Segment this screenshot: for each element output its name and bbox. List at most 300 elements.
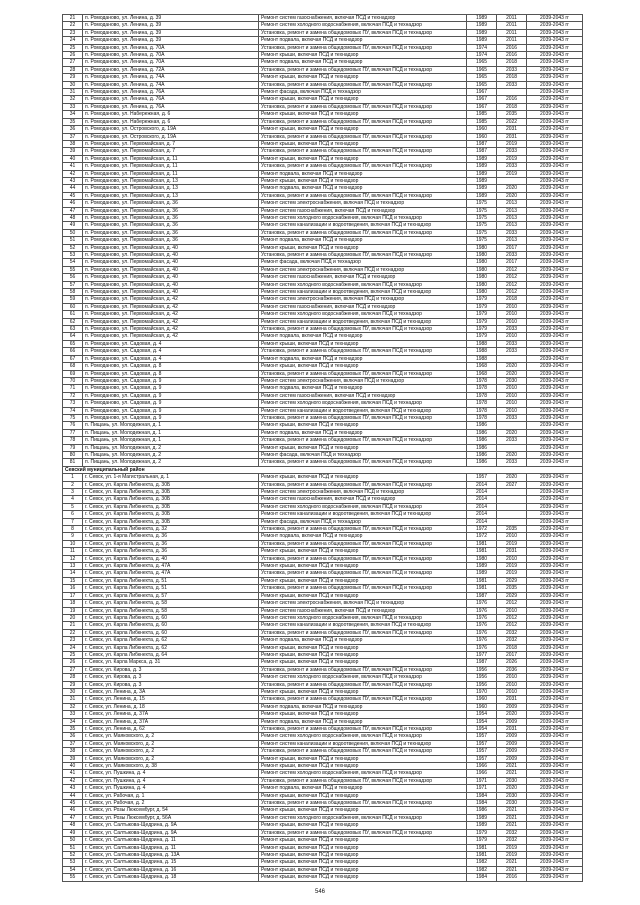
work-type-cell: Установка, ремонт и замена общедомовых ПУ, включая ПСД и технадзор: [259, 118, 467, 125]
build-year-cell: 1960: [467, 126, 497, 133]
last-repair-year-cell: 2020: [497, 474, 527, 481]
work-type-cell: Ремонт крыши, включая ПСД и технадзор: [259, 755, 467, 762]
planned-period-cell: 2039-2043 гг: [527, 770, 583, 777]
address-cell: п. Ромоданово, ул. Первомайская, д. 36: [83, 237, 259, 244]
table-row: [63, 503, 583, 510]
last-repair-year-cell: 2011: [497, 29, 527, 36]
table-row: [63, 148, 583, 155]
last-repair-year-cell: [497, 511, 527, 518]
table-row: [63, 785, 583, 792]
address-cell: п. Ромоданово, ул. Первомайская, д. 13: [83, 177, 259, 184]
table-row: [63, 44, 583, 51]
planned-period-cell: 2039-2043 гг: [527, 740, 583, 747]
work-type-cell: Ремонт подвала, включая ПСД и технадзор: [259, 785, 467, 792]
planned-period-cell: 2039-2043 гг: [527, 814, 583, 821]
address-cell: п. Ромоданово, ул. Островского, д. 19А: [83, 126, 259, 133]
table-row: [63, 333, 583, 340]
work-type-cell: Ремонт крыши, включая ПСД и технадзор: [259, 155, 467, 162]
work-type-cell: Ремонт подвала, включая ПСД и технадзор: [259, 533, 467, 540]
address-cell: г. Севск, ул. Салтыкова-Щедрина, д. 9А: [83, 822, 259, 829]
last-repair-year-cell: 2016: [497, 44, 527, 51]
build-year-cell: 2014: [467, 496, 497, 503]
row-number: 13: [63, 563, 83, 570]
last-repair-year-cell: 2033: [497, 348, 527, 355]
build-year-cell: 1975: [467, 207, 497, 214]
work-type-cell: Ремонт фасада, включая ПСД и технадзор: [259, 451, 467, 458]
build-year-cell: 1954: [467, 726, 497, 733]
planned-period-cell: 2039-2043 гг: [527, 429, 583, 436]
planned-period-cell: 2039-2043 гг: [527, 763, 583, 770]
work-type-cell: Установка, ремонт и замена общедомовых ПУ, включая ПСД и технадзор: [259, 481, 467, 488]
address-cell: г. Севск, ул. Салтыкова-Щедрина, д. 16: [83, 866, 259, 873]
work-type-cell: Ремонт подвала, включая ПСД и технадзор: [259, 185, 467, 192]
table-row: [63, 222, 583, 229]
address-cell: п. Ромоданово, ул. Первомайская, д. 13: [83, 192, 259, 199]
build-year-cell: 1974: [467, 52, 497, 59]
work-type-cell: Ремонт крыши, включая ПСД и технадзор: [259, 140, 467, 147]
last-repair-year-cell: 2013: [497, 207, 527, 214]
address-cell: п. Ромоданово, ул. Первомайская, д. 40: [83, 259, 259, 266]
row-number: 64: [63, 333, 83, 340]
table-row: [63, 866, 583, 873]
work-type-cell: Ремонт подвала, включая ПСД и технадзор: [259, 59, 467, 66]
last-repair-year-cell: 2020: [497, 429, 527, 436]
planned-period-cell: 2039-2043 гг: [527, 400, 583, 407]
address-cell: г. Севск, ул. Маяковского, д. 2: [83, 748, 259, 755]
table-row: [63, 577, 583, 584]
build-year-cell: 2014: [467, 489, 497, 496]
build-year-cell: 2014: [467, 511, 497, 518]
table-row: [63, 518, 583, 525]
table-row: [63, 807, 583, 814]
row-number: 56: [63, 274, 83, 281]
repair-schedule-table: [62, 14, 583, 882]
table-row: [63, 59, 583, 66]
planned-period-cell: 2039-2043 гг: [527, 237, 583, 244]
work-type-cell: Ремонт крыши, включая ПСД и технадзор: [259, 844, 467, 851]
build-year-cell: 1986: [467, 444, 497, 451]
work-type-cell: Ремонт подвала, включая ПСД и технадзор: [259, 355, 467, 362]
build-year-cell: 1976: [467, 637, 497, 644]
address-cell: п. Ромоданово, ул. Садовая, д. 4: [83, 348, 259, 355]
last-repair-year-cell: 2030: [497, 792, 527, 799]
last-repair-year-cell: 2013: [497, 237, 527, 244]
work-type-cell: Ремонт крыши, включая ПСД и технадзор: [259, 711, 467, 718]
table-row: [63, 155, 583, 162]
work-type-cell: Ремонт крыши, включая ПСД и технадзор: [259, 659, 467, 666]
address-cell: п. Ромоданово, ул. Первомайская, д. 36: [83, 207, 259, 214]
table-row: [63, 74, 583, 81]
address-cell: п. Ромоданово, ул. Островского, д. 19А: [83, 133, 259, 140]
build-year-cell: 1978: [467, 414, 497, 421]
last-repair-year-cell: 2011: [497, 37, 527, 44]
row-number: 63: [63, 326, 83, 333]
table-row: [63, 748, 583, 755]
table-row: [63, 274, 583, 281]
address-cell: п. Пищань, ул. Молодежная, д. 1: [83, 437, 259, 444]
last-repair-year-cell: 2018: [497, 59, 527, 66]
address-cell: г. Севск, ул. Салтыкова-Щедрина, д. 18: [83, 874, 259, 881]
build-year-cell: 1981: [467, 577, 497, 584]
build-year-cell: 1981: [467, 585, 497, 592]
work-type-cell: Ремонт систем электроснабжения, включая ПСД и технадзор: [259, 266, 467, 273]
table-row: [63, 52, 583, 59]
address-cell: п. Ромоданово, ул. Первомайская, д. 40: [83, 274, 259, 281]
row-number: 31: [63, 89, 83, 96]
row-number: 72: [63, 392, 83, 399]
planned-period-cell: 2039-2043 гг: [527, 563, 583, 570]
table-row: [63, 340, 583, 347]
table-row: [63, 548, 583, 555]
row-number: 57: [63, 281, 83, 288]
table-row: [63, 666, 583, 673]
work-type-cell: Установка, ремонт и замена общедомовых ПУ, включая ПСД и технадзор: [259, 459, 467, 466]
last-repair-year-cell: 2031: [497, 726, 527, 733]
work-type-cell: Установка, ремонт и замена общедомовых ПУ, включая ПСД и технадзор: [259, 437, 467, 444]
row-number: 67: [63, 355, 83, 362]
row-number: 62: [63, 318, 83, 325]
work-type-cell: Ремонт систем холодного водоснабжения, включая ПСД и технадзор: [259, 400, 467, 407]
table-row: [63, 696, 583, 703]
planned-period-cell: 2039-2043 гг: [527, 340, 583, 347]
build-year-cell: 1957: [467, 755, 497, 762]
table-row: [63, 637, 583, 644]
address-cell: п. Ромоданово, ул. Первомайская, д. 40: [83, 244, 259, 251]
row-number: 51: [63, 237, 83, 244]
table-row: [63, 192, 583, 199]
last-repair-year-cell: [497, 518, 527, 525]
table-row: [63, 200, 583, 207]
table-row: [63, 563, 583, 570]
planned-period-cell: 2039-2043 гг: [527, 792, 583, 799]
row-number: 9: [63, 533, 83, 540]
last-repair-year-cell: 2033: [497, 252, 527, 259]
table-row: [63, 600, 583, 607]
build-year-cell: 1975: [467, 200, 497, 207]
last-repair-year-cell: 2017: [497, 259, 527, 266]
row-number: 48: [63, 822, 83, 829]
table-row: [63, 800, 583, 807]
row-number: 6: [63, 511, 83, 518]
table-row: [63, 496, 583, 503]
work-type-cell: Установка, ремонт и замена общедомовых ПУ, включая ПСД и технадзор: [259, 696, 467, 703]
last-repair-year-cell: 2016: [497, 874, 527, 881]
last-repair-year-cell: 2011: [497, 15, 527, 22]
address-cell: г. Севск, ул. Карла Либкнехта, д. 30Б: [83, 511, 259, 518]
address-cell: п. Ромоданово, ул. Ленина, д. 70А: [83, 44, 259, 51]
last-repair-year-cell: 2010: [497, 385, 527, 392]
build-year-cell: 1956: [467, 674, 497, 681]
work-type-cell: Установка, ремонт и замена общедомовых ПУ, включая ПСД и технадзор: [259, 348, 467, 355]
address-cell: г. Севск, ул. Карла Либкнехта, д. 30Б: [83, 496, 259, 503]
last-repair-year-cell: 2010: [497, 392, 527, 399]
planned-period-cell: 2039-2043 гг: [527, 192, 583, 199]
last-repair-year-cell: 2033: [497, 459, 527, 466]
work-type-cell: Ремонт крыши, включая ПСД и технадзор: [259, 859, 467, 866]
last-repair-year-cell: 2033: [497, 163, 527, 170]
build-year-cell: 1979: [467, 326, 497, 333]
address-cell: п. Ромоданово, ул. Первомайская, д. 42: [83, 326, 259, 333]
work-type-cell: Ремонт фасада, включая ПСД и технадзор: [259, 259, 467, 266]
address-cell: г. Севск, ул. Кирова, д. 3: [83, 666, 259, 673]
planned-period-cell: 2039-2043 гг: [527, 659, 583, 666]
build-year-cell: 2014: [467, 481, 497, 488]
work-type-cell: Ремонт крыши, включая ПСД и технадзор: [259, 340, 467, 347]
work-type-cell: Установка, ремонт и замена общедомовых ПУ, включая ПСД и технадзор: [259, 777, 467, 784]
planned-period-cell: 2039-2043 гг: [527, 118, 583, 125]
work-type-cell: Установка, ремонт и замена общедомовых ПУ, включая ПСД и технадзор: [259, 163, 467, 170]
row-number: 61: [63, 311, 83, 318]
planned-period-cell: 2039-2043 гг: [527, 259, 583, 266]
table-row: [63, 555, 583, 562]
last-repair-year-cell: 2017: [497, 244, 527, 251]
table-body: [63, 15, 583, 882]
last-repair-year-cell: 2036: [497, 666, 527, 673]
planned-period-cell: 2039-2043 гг: [527, 622, 583, 629]
planned-period-cell: 2039-2043 гг: [527, 177, 583, 184]
row-number: 17: [63, 592, 83, 599]
row-number: 70: [63, 377, 83, 384]
build-year-cell: 1971: [467, 777, 497, 784]
work-type-cell: Ремонт подвала, включая ПСД и технадзор: [259, 718, 467, 725]
address-cell: п. Ромоданово, ул. Ленина, д. 74А: [83, 74, 259, 81]
build-year-cell: 1989: [467, 185, 497, 192]
row-number: 75: [63, 414, 83, 421]
row-number: 10: [63, 540, 83, 547]
build-year-cell: 1987: [467, 140, 497, 147]
table-row: [63, 118, 583, 125]
section-row: [63, 466, 583, 473]
address-cell: п. Пищань, ул. Молодежная, д. 2: [83, 451, 259, 458]
table-row: [63, 311, 583, 318]
table-row: [63, 414, 583, 421]
work-type-cell: Ремонт систем газоснабжения, включая ПСД и технадзор: [259, 207, 467, 214]
planned-period-cell: 2039-2043 гг: [527, 651, 583, 658]
build-year-cell: 1980: [467, 555, 497, 562]
work-type-cell: Ремонт подвала, включая ПСД и технадзор: [259, 237, 467, 244]
address-cell: г. Севск, ул. Карла Либкнехта, д. 32: [83, 526, 259, 533]
address-cell: г. Севск, ул. Карла Либкнехта, д. 57: [83, 592, 259, 599]
address-cell: п. Ромоданово, ул. Садовая, д. 4: [83, 340, 259, 347]
table-row: [63, 81, 583, 88]
last-repair-year-cell: 2010: [497, 555, 527, 562]
build-year-cell: 1970: [467, 688, 497, 695]
planned-period-cell: 2039-2043 гг: [527, 414, 583, 421]
planned-period-cell: 2039-2043 гг: [527, 89, 583, 96]
row-number: 23: [63, 637, 83, 644]
row-number: 25: [63, 44, 83, 51]
address-cell: п. Ромоданово, ул. Первомайская, д. 36: [83, 222, 259, 229]
work-type-cell: Установка, ремонт и замена общедомовых ПУ, включая ПСД и технадзор: [259, 414, 467, 421]
work-type-cell: Ремонт систем холодного водоснабжения, включая ПСД и технадзор: [259, 281, 467, 288]
planned-period-cell: 2039-2043 гг: [527, 266, 583, 273]
planned-period-cell: 2039-2043 гг: [527, 385, 583, 392]
planned-period-cell: 2039-2043 гг: [527, 755, 583, 762]
planned-period-cell: 2039-2043 гг: [527, 15, 583, 22]
work-type-cell: Ремонт систем газоснабжения, включая ПСД и технадзор: [259, 303, 467, 310]
build-year-cell: 1957: [467, 474, 497, 481]
row-number: 25: [63, 651, 83, 658]
row-number: 33: [63, 711, 83, 718]
work-type-cell: Ремонт систем электроснабжения, включая ПСД и технадзор: [259, 600, 467, 607]
row-number: 78: [63, 437, 83, 444]
address-cell: г. Севск, ул. Карла Либкнехта, д. 30Б: [83, 518, 259, 525]
build-year-cell: 1965: [467, 81, 497, 88]
work-type-cell: Ремонт фасада, включая ПСД и технадзор: [259, 89, 467, 96]
last-repair-year-cell: 2020: [497, 192, 527, 199]
table-row: [63, 688, 583, 695]
planned-period-cell: 2039-2043 гг: [527, 81, 583, 88]
build-year-cell: 1982: [467, 866, 497, 873]
address-cell: г. Севск, ул. Карла Либкнехта, д. 30Б: [83, 503, 259, 510]
work-type-cell: Ремонт систем канализации и водоотведения, включая ПСД и технадзор: [259, 318, 467, 325]
table-row: [63, 592, 583, 599]
build-year-cell: 1967: [467, 96, 497, 103]
table-row: [63, 570, 583, 577]
table-row: [63, 214, 583, 221]
address-cell: г. Севск, ул. Карла Либкнехта, д. 40: [83, 555, 259, 562]
row-number: 79: [63, 444, 83, 451]
table-row: [63, 296, 583, 303]
planned-period-cell: 2039-2043 гг: [527, 503, 583, 510]
build-year-cell: 1985: [467, 118, 497, 125]
planned-period-cell: 2039-2043 гг: [527, 148, 583, 155]
table-row: [63, 15, 583, 22]
row-number: 74: [63, 407, 83, 414]
table-row: [63, 429, 583, 436]
address-cell: г. Севск, ул. Карла Либкнехта, д. 60: [83, 614, 259, 621]
address-cell: п. Ромоданово, ул. Набережная, д. 6: [83, 118, 259, 125]
planned-period-cell: 2039-2043 гг: [527, 22, 583, 29]
row-number: 39: [63, 755, 83, 762]
address-cell: п. Ромоданово, ул. Первомайская, д. 40: [83, 281, 259, 288]
planned-period-cell: 2039-2043 гг: [527, 163, 583, 170]
last-repair-year-cell: 2021: [497, 807, 527, 814]
table-row: [63, 259, 583, 266]
work-type-cell: Установка, ремонт и замена общедомовых ПУ, включая ПСД и технадзор: [259, 370, 467, 377]
row-number: 42: [63, 170, 83, 177]
last-repair-year-cell: 2016: [497, 96, 527, 103]
address-cell: г. Севск, ул. 1-я Магистральная, д. 1: [83, 474, 259, 481]
work-type-cell: Ремонт фасада, включая ПСД и технадзор: [259, 518, 467, 525]
table-row: [63, 163, 583, 170]
table-row: [63, 777, 583, 784]
table-row: [63, 437, 583, 444]
build-year-cell: 1988: [467, 340, 497, 347]
build-year-cell: 1989: [467, 29, 497, 36]
last-repair-year-cell: 2018: [497, 74, 527, 81]
row-number: 29: [63, 74, 83, 81]
build-year-cell: 1966: [467, 770, 497, 777]
work-type-cell: Ремонт подвала, включая ПСД и технадзор: [259, 385, 467, 392]
build-year-cell: 1979: [467, 837, 497, 844]
address-cell: г. Севск, ул. Пушкина, д. 4: [83, 770, 259, 777]
address-cell: п. Ромоданово, ул. Садовая, д. 9: [83, 392, 259, 399]
work-type-cell: Ремонт подвала, включая ПСД и технадзор: [259, 703, 467, 710]
address-cell: п. Ромоданово, ул. Ленина, д. 76А: [83, 103, 259, 110]
planned-period-cell: 2039-2043 гг: [527, 726, 583, 733]
planned-period-cell: 2039-2043 гг: [527, 592, 583, 599]
row-number: 39: [63, 148, 83, 155]
work-type-cell: Установка, ремонт и замена общедомовых ПУ, включая ПСД и технадзор: [259, 133, 467, 140]
row-number: 40: [63, 763, 83, 770]
planned-period-cell: 2039-2043 гг: [527, 437, 583, 444]
work-type-cell: Ремонт крыши, включая ПСД и технадзор: [259, 244, 467, 251]
address-cell: п. Ромоданово, ул. Садовая, д. 4: [83, 355, 259, 362]
work-type-cell: Ремонт крыши, включая ПСД и технадзор: [259, 96, 467, 103]
planned-period-cell: 2039-2043 гг: [527, 103, 583, 110]
build-year-cell: 1986: [467, 451, 497, 458]
build-year-cell: 1985: [467, 111, 497, 118]
last-repair-year-cell: 2009: [497, 748, 527, 755]
address-cell: п. Пищань, ул. Молодежная, д. 2: [83, 444, 259, 451]
last-repair-year-cell: 2010: [497, 318, 527, 325]
last-repair-year-cell: 2032: [497, 637, 527, 644]
work-type-cell: Ремонт крыши, включая ПСД и технадзор: [259, 74, 467, 81]
planned-period-cell: 2039-2043 гг: [527, 66, 583, 73]
work-type-cell: Ремонт систем канализации и водоотведения, включая ПСД и технадзор: [259, 289, 467, 296]
build-year-cell: 2014: [467, 503, 497, 510]
planned-period-cell: 2039-2043 гг: [527, 600, 583, 607]
build-year-cell: 1975: [467, 229, 497, 236]
work-type-cell: Ремонт систем газоснабжения, включая ПСД и технадзор: [259, 15, 467, 22]
work-type-cell: Ремонт систем газоснабжения, включая ПСД и технадзор: [259, 274, 467, 281]
build-year-cell: 1965: [467, 66, 497, 73]
planned-period-cell: 2039-2043 гг: [527, 733, 583, 740]
address-cell: п. Ромоданово, ул. Ленина, д. 39: [83, 29, 259, 36]
last-repair-year-cell: 2012: [497, 600, 527, 607]
work-type-cell: Ремонт систем канализации и водоотведения, включая ПСД и технадзор: [259, 222, 467, 229]
build-year-cell: 1986: [467, 807, 497, 814]
last-repair-year-cell: 2033: [497, 229, 527, 236]
address-cell: п. Ромоданово, ул. Первомайская, д. 7: [83, 140, 259, 147]
build-year-cell: 1980: [467, 289, 497, 296]
build-year-cell: 1982: [467, 859, 497, 866]
address-cell: г. Севск, ул. Карла Либкнехта, д. 62: [83, 637, 259, 644]
work-type-cell: Ремонт крыши, включая ПСД и технадзор: [259, 874, 467, 881]
work-type-cell: Ремонт крыши, включая ПСД и технадзор: [259, 111, 467, 118]
table-row: [63, 681, 583, 688]
table-row: [63, 837, 583, 844]
address-cell: г. Севск, ул. Карла Либкнехта, д. 64: [83, 651, 259, 658]
address-cell: п. Ромоданово, ул. Садовая, д. 8: [83, 370, 259, 377]
row-number: 81: [63, 459, 83, 466]
table-row: [63, 244, 583, 251]
row-number: 11: [63, 548, 83, 555]
address-cell: г. Севск, ул. Рабочая, д. 1: [83, 792, 259, 799]
row-number: 77: [63, 429, 83, 436]
work-type-cell: Ремонт систем канализации и водоотведения, включая ПСД и технадзор: [259, 511, 467, 518]
planned-period-cell: 2039-2043 гг: [527, 866, 583, 873]
build-year-cell: 1986: [467, 422, 497, 429]
last-repair-year-cell: 2033: [497, 148, 527, 155]
table-row: [63, 266, 583, 273]
planned-period-cell: 2039-2043 гг: [527, 511, 583, 518]
row-number: 8: [63, 526, 83, 533]
build-year-cell: 1989: [467, 192, 497, 199]
build-year-cell: 1957: [467, 740, 497, 747]
row-number: 50: [63, 229, 83, 236]
work-type-cell: Ремонт крыши, включая ПСД и технадзор: [259, 422, 467, 429]
section-title: Севский муниципальный район: [63, 466, 583, 473]
table-row: [63, 703, 583, 710]
build-year-cell: 1980: [467, 244, 497, 251]
build-year-cell: 1989: [467, 563, 497, 570]
table-row: [63, 281, 583, 288]
last-repair-year-cell: 2013: [497, 222, 527, 229]
address-cell: г. Севск, ул. Карла Маркса, д. 31: [83, 659, 259, 666]
build-year-cell: 1960: [467, 133, 497, 140]
